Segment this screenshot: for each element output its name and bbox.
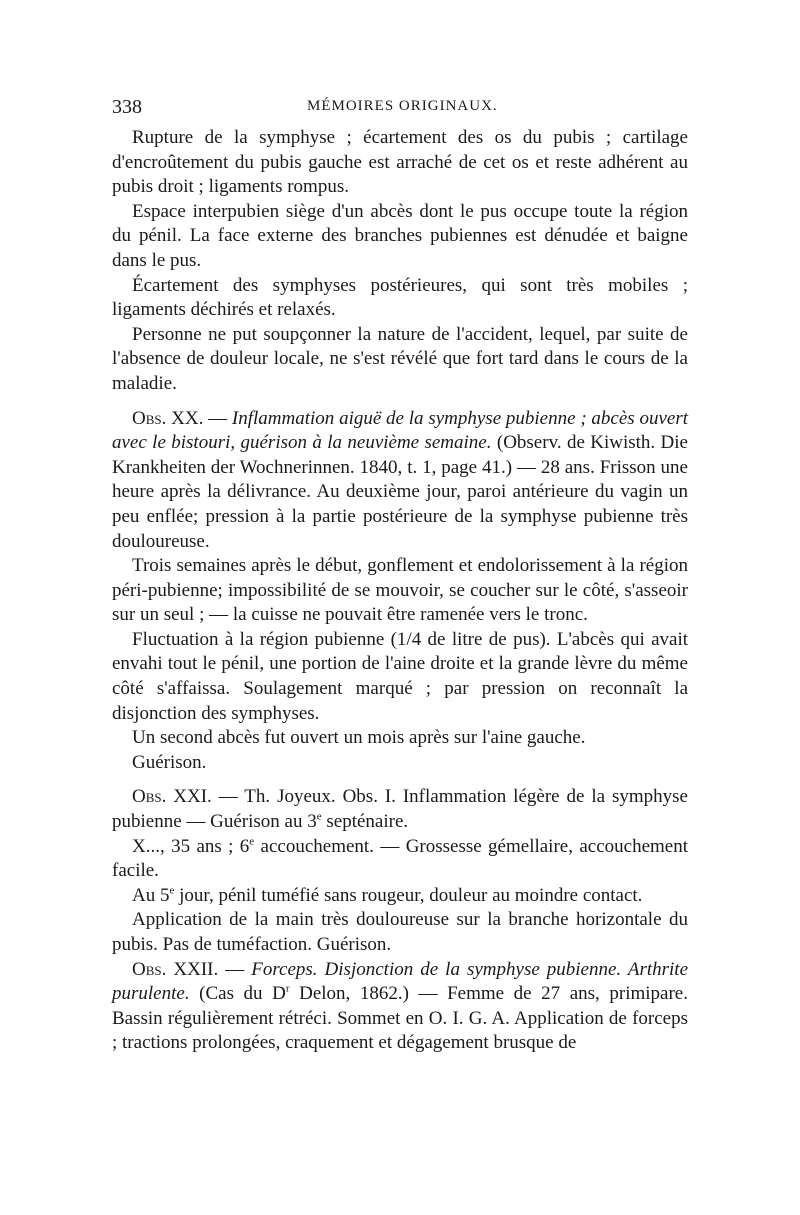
paragraph: Trois semaines après le début, gonflement et endolorissement à la région péri-pubienne; impossibilité de se mouvoir, se coucher sur le côté, s'asseoir sur un seul ; — la cuisse ne pouvait être ramenée vers le tronc.	[112, 555, 688, 626]
superscript: e	[249, 835, 255, 848]
observation-label: Obs. XXII.	[132, 958, 219, 980]
observation-title: Forceps. Disjonction de la symphyse pubienne. Arthrite purulente.	[112, 958, 688, 1005]
paragraph: Rupture de la symphyse ; écartement des os du pubis ; cartilage d'encroûtement du pubis gauche est arraché de cet os et reste adhérent au pubis droit ; ligaments rompus.	[112, 127, 688, 198]
text: jour, pénil tuméfié sans rougeur, douleur au moindre contact.	[174, 884, 643, 906]
superscript: r	[285, 982, 290, 995]
dash: —	[203, 407, 232, 429]
paragraph: Espace interpubien siège d'un abcès dont le pus occupe toute la région du pénil. La face externe des branches pubiennes est dénudée et baigne dans le pus.	[112, 200, 688, 271]
running-head: MÉMOIRES ORIGINAUX.	[307, 98, 498, 114]
paragraph: Guérison.	[132, 751, 207, 773]
dash: —	[218, 958, 252, 980]
observation-label: Obs. XX.	[132, 407, 204, 429]
paragraph: Application de la main très douloureuse sur la branche horizontale du pubis. Pas de tuméfaction. Guérison.	[112, 909, 688, 955]
text: Au 5	[132, 884, 170, 906]
text: X..., 35 ans ; 6	[132, 835, 250, 857]
observation-text: (Cas du D	[189, 983, 286, 1005]
page-number: 338	[112, 96, 142, 118]
observation-title: Inflammation aiguë de la symphyse pubienne ; abcès ouvert avec le bistouri, guérison à la neuvième semaine.	[112, 407, 688, 454]
body-text	[112, 126, 688, 1056]
paragraph	[112, 884, 688, 909]
observation-text: Delon, 1862.) — Femme de 27 ans, primipare. Bassin régulièrement rétréci. Sommet en O. I. G. A. Application de forceps ; tractions prolongées, craquement et dégagement brusque de	[112, 983, 688, 1054]
observation-text: (Observ. de Kiwisth. Die Krankheiten der Wochnerinnen. 1840, t. 1, page 41.) — 28 ans. Frisson une heure après la délivrance. Au deuxième jour, paroi antérieure du vagin un peu enflée; pression à la partie postérieure de la symphyse pubienne très douloureuse.	[112, 432, 688, 552]
paragraph: Écartement des symphyses postérieures, qui sont très mobiles ; ligaments déchirés et relaxés.	[112, 274, 688, 321]
observation-22	[112, 958, 688, 1056]
superscript: e	[169, 884, 175, 897]
observation-label: Obs. XXI.	[132, 786, 212, 808]
paragraph	[112, 835, 688, 884]
paragraph: Un second abcès fut ouvert un mois après sur l'aine gauche.	[132, 727, 586, 749]
text: accouchement. — Grossesse gémellaire, accouchement facile.	[112, 835, 688, 882]
paragraph: Personne ne put soupçonner la nature de l'accident, lequel, par suite de l'absence de douleur locale, ne s'est révélé que fort tard dans le cours de la maladie.	[112, 323, 688, 394]
observation-text: — Th. Joyeux. Obs. I. Inflammation légère de la symphyse pubienne — Guérison au 3	[112, 786, 688, 833]
page-header	[112, 96, 688, 124]
observation-20	[112, 407, 688, 555]
observation-text: septénaire.	[321, 811, 409, 833]
superscript: e	[316, 810, 322, 823]
observation-21	[112, 785, 688, 834]
paragraph: Fluctuation à la région pubienne (1/4 de litre de pus). L'abcès qui avait envahi tout le pénil, une portion de l'aine droite et la grande lèvre du même côté s'affaissa. Soulagement marqué ; par pression on reconnaît la disjonction des symphyses.	[112, 628, 688, 724]
